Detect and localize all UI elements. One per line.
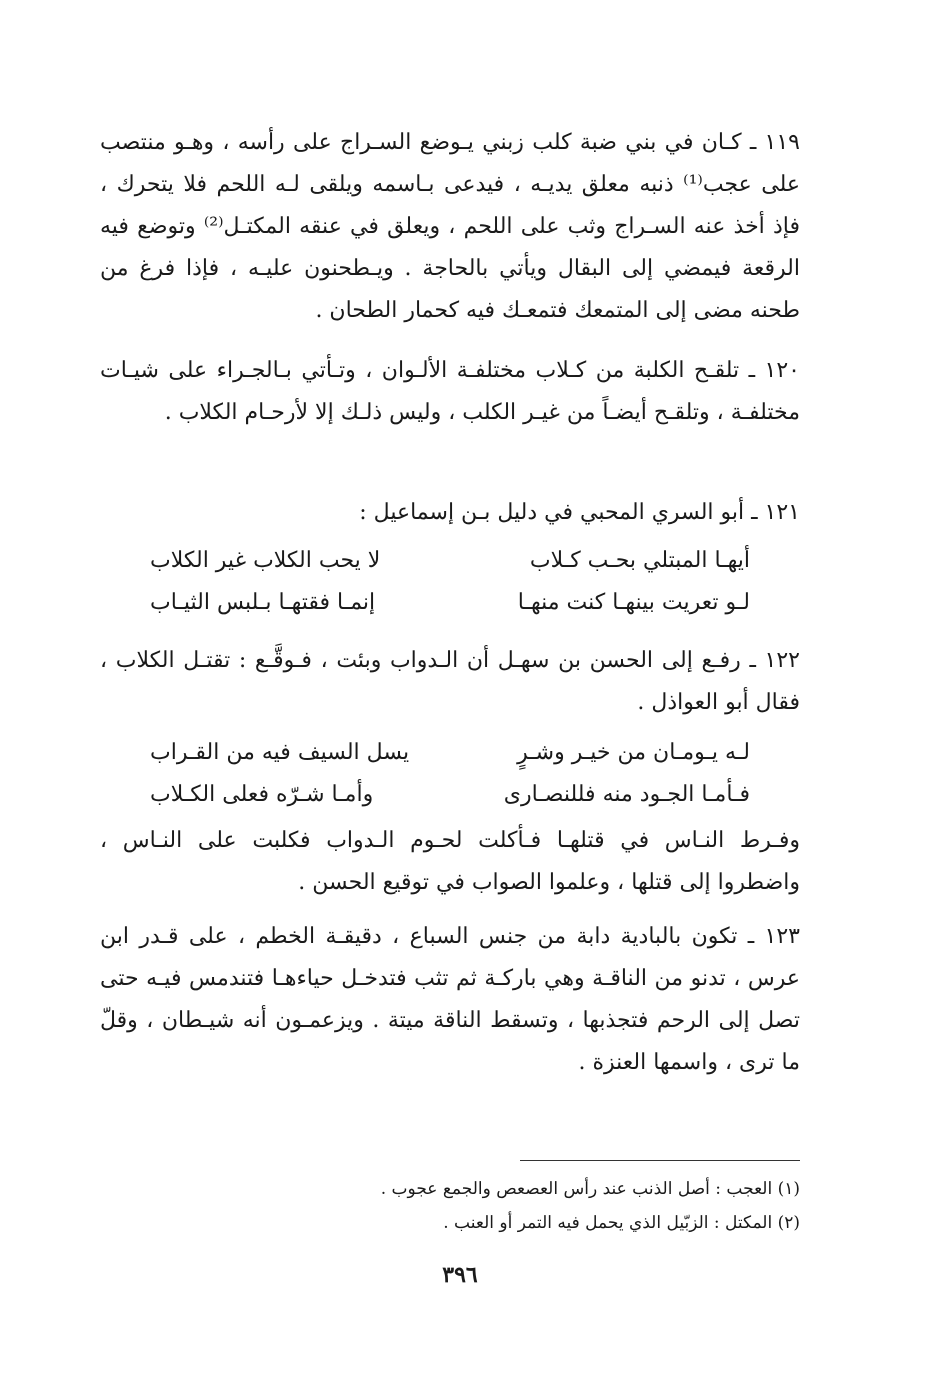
page-number: ٣٩٦ — [442, 1262, 478, 1288]
verse-second-hemistich: لا يحب الكلاب غير الكلاب — [150, 548, 381, 573]
verse-second-hemistich: يسل السيف فيه من القـراب — [150, 740, 410, 765]
footnote-divider — [520, 1160, 800, 1161]
paragraph-120 — [100, 350, 800, 434]
poem-abu-al-sari — [150, 540, 750, 624]
footnote-1: (١) العجب : أصل الذنب عند رأس العصعص والجمع عجوب . — [380, 1179, 800, 1199]
paragraph-123-text: ١٢٣ ـ تكون بالبادية دابة من جنس السباع ، دقيقـة الخطم ، على قـدر ابن عرس ، تدنو من الناقـة وهي باركـة ثم تثب فتدخـل حياءهـا فتندمس فيـه حتى تصل إلى الرحم فتجذبها ، وتسقط الناقة ميتة . ويزعمـون أنه شيـطان ، وقلّ ما ترى ، واسمها العنزة . — [100, 924, 800, 1075]
verse-first-hemistich: لـو تعريت بينهـا كنت منهـا — [517, 590, 750, 615]
verse-first-hemistich: أيهـا المبتلي بحـب كـلاب — [529, 548, 750, 573]
paragraph-122-continuation-text: وفـرط النـاس في قتلهـا فـأكلت لحـوم الـدواب فكلبت على النـاس ، واضطروا إلى قتلها ، وعلموا الصواب في توقيع الحسن . — [100, 828, 800, 895]
paragraph-123 — [100, 916, 800, 1084]
verse-second-hemistich: وأمـا شـرّه فعلى الكـلاب — [150, 782, 374, 807]
paragraph-121-text: ١٢١ ـ أبو السري المحبي في دليل بـن إسماعيل : — [359, 500, 800, 525]
paragraph-121 — [100, 492, 800, 534]
poem-verse — [150, 774, 750, 816]
verse-first-hemistich: لـه يـومـان من خيـر وشـرٍ — [517, 740, 750, 765]
verse-first-hemistich: فـأمـا الجـود منه فللنصـارى — [503, 782, 750, 807]
poem-abu-al-awadhil — [150, 732, 750, 816]
poem-verse — [150, 540, 750, 582]
paragraph-122-continuation — [100, 820, 800, 904]
poem-verse — [150, 582, 750, 624]
paragraph-122-text: ١٢٢ ـ رفـع إلى الحسن بن سهـل أن الـدواب وبئت ، فـوقَّـع : تقتـل الكلاب ، فقال أبو العواذل . — [100, 648, 800, 715]
paragraph-122 — [100, 640, 800, 724]
paragraph-120-text: ١٢٠ ـ تلقـح الكلبة من كـلاب مختلفـة الألـوان ، وتـأتي بـالجـراء على شيـات مختلفـة ، وتلقـح أيضـاً من غيـر الكلب ، وليس ذلـك إلا لأرحـام الكلاب . — [100, 358, 800, 425]
footnote-2: (٢) المكتل : الزبّيل الذي يحمل فيه التمر أو العنب . — [443, 1213, 800, 1233]
paragraph-119 — [100, 122, 800, 332]
verse-second-hemistich: إنمـا فقتهـا بـلبس الثيـاب — [150, 590, 376, 615]
poem-verse — [150, 732, 750, 774]
footnotes — [300, 1172, 800, 1240]
paragraph-119-text: ١١٩ ـ كـان في بني ضبة كلب زبني يـوضع السـراج على رأسه ، وهـو منتصب على عجب⁽¹⁾ ذنبه معلق يديـه ، فيدعى بـاسمه ويلقى لـه اللحم فلا يتحرك ، فإذ أخذ عنه السـراج وثب على اللحم ، ويعلق في عنقه المكتـل⁽²⁾ وتوضع فيه الرقعة فيمضي إلى البقال ويأتي بالحاجة . ويـطحنون عليـه ، فإذا فرغ من طحنه مضى إلى المتمعك فتمعـك فيه كحمار الطحان . — [100, 130, 800, 323]
